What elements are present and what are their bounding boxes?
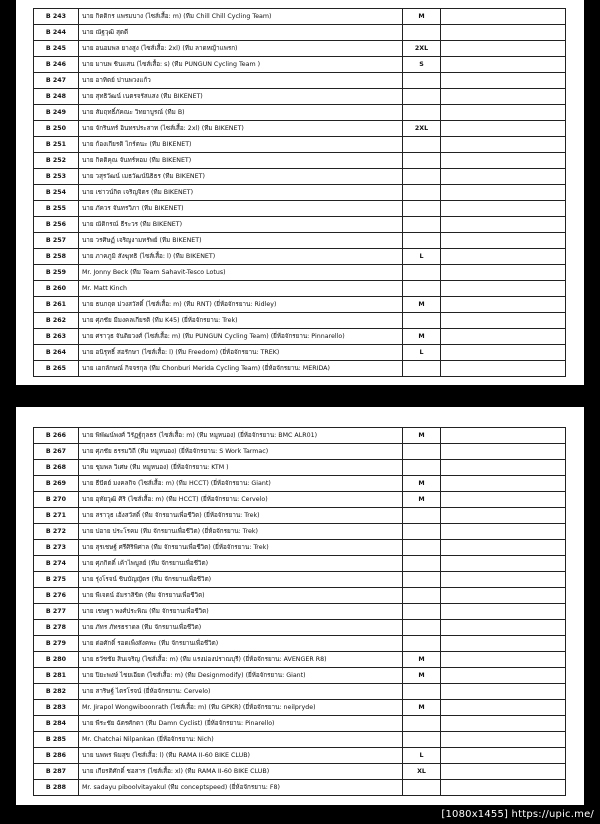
- table-row: [34, 716, 566, 732]
- shirt-size-cell: [403, 620, 441, 636]
- shirt-size-cell: [403, 460, 441, 476]
- empty-cell: [441, 201, 566, 217]
- table-row: [34, 588, 566, 604]
- bib-cell: B 257: [34, 233, 79, 249]
- empty-cell: [441, 313, 566, 329]
- name-cell: นาย สุทธิวัฒน์ เนตรจรัสแสง (ทีม BIKENET): [79, 89, 403, 105]
- name-cell: Mr. Chatchai Nilpankan (ยี่ห้อจักรยาน: Nich): [79, 732, 403, 748]
- empty-cell: [441, 636, 566, 652]
- bib-cell: B 249: [34, 105, 79, 121]
- bib-cell: B 275: [34, 572, 79, 588]
- table-row: [34, 153, 566, 169]
- table-row: [34, 217, 566, 233]
- name-cell: Mr. sadayu piboolvitayakul (ทีม conceptspeed) (ยี่ห้อจักรยาน: F8): [79, 780, 403, 796]
- bib-cell: B 264: [34, 345, 79, 361]
- name-cell: นาย ชุมพล วิเศษ (ทีม หมูหนอง) (ยี่ห้อจักรยาน: KTM ): [79, 460, 403, 476]
- shirt-size-cell: [403, 716, 441, 732]
- empty-cell: [441, 233, 566, 249]
- empty-cell: [441, 9, 566, 25]
- table-row: [34, 201, 566, 217]
- table-row: [34, 492, 566, 508]
- table-row: [34, 249, 566, 265]
- bib-cell: B 270: [34, 492, 79, 508]
- name-cell: นาย อาทิตย์ ปานพวงแก้ว: [79, 73, 403, 89]
- name-cell: นาย พีระชัย ฉัตรศักดา (ทีม Damn Cyclist) (ยี่ห้อจักรยาน: Pinarello): [79, 716, 403, 732]
- name-cell: นาย พิพัฒน์พงศ์ วิรัฏฐ์กุลธร (ไซส์เสื้อ: m) (ทีม หมูหนอง) (ยี่ห้อจักรยาน: BMC ALR01): [79, 428, 403, 444]
- empty-cell: [441, 329, 566, 345]
- shirt-size-cell: M: [403, 492, 441, 508]
- shirt-size-cell: [403, 524, 441, 540]
- bib-cell: B 256: [34, 217, 79, 233]
- shirt-size-cell: [403, 636, 441, 652]
- empty-cell: [441, 700, 566, 716]
- empty-cell: [441, 41, 566, 57]
- bib-cell: B 251: [34, 137, 79, 153]
- bib-cell: B 282: [34, 684, 79, 700]
- shirt-size-cell: 2XL: [403, 121, 441, 137]
- name-cell: นาย สัมฤทธิ์ภัคณะ วิทยาบูรณ์ (ทีม B): [79, 105, 403, 121]
- name-cell: นาย สุรเชษฐ์ ศรีศิริพิศาล (ทีม จักรยานเพื่อชีวิต) (ยี่ห้อจักรยาน: Trek): [79, 540, 403, 556]
- bib-cell: B 286: [34, 748, 79, 764]
- empty-cell: [441, 185, 566, 201]
- shirt-size-cell: 2XL: [403, 41, 441, 57]
- table-row: [34, 604, 566, 620]
- table-row: [34, 73, 566, 89]
- shirt-size-cell: [403, 201, 441, 217]
- name-cell: นาย สาริษฐ์ ไตรโรจน์ (ยี่ห้อจักรยาน: Cervelo): [79, 684, 403, 700]
- empty-cell: [441, 444, 566, 460]
- shirt-size-cell: XL: [403, 764, 441, 780]
- shirt-size-cell: [403, 780, 441, 796]
- shirt-size-cell: [403, 732, 441, 748]
- bib-cell: B 252: [34, 153, 79, 169]
- bib-cell: B 261: [34, 297, 79, 313]
- name-cell: นาย วสุรวัฒน์ เมธวัฒน์นิธิธร (ทีม BIKENET): [79, 169, 403, 185]
- table-row: [34, 444, 566, 460]
- registration-page-1: [16, 0, 584, 385]
- table-row: [34, 137, 566, 153]
- shirt-size-cell: [403, 25, 441, 41]
- shirt-size-cell: [403, 233, 441, 249]
- shirt-size-cell: [403, 556, 441, 572]
- name-cell: นาย กิตติกร แพรมบาง (ไซส์เสื้อ: m) (ทีม Chill Chill Cycling Team): [79, 9, 403, 25]
- empty-cell: [441, 265, 566, 281]
- bib-cell: B 250: [34, 121, 79, 137]
- bib-cell: B 260: [34, 281, 79, 297]
- shirt-size-cell: [403, 444, 441, 460]
- name-cell: นาย พีเจตน์ อัมราสิขิต (ทีม จักรยานเพื่อชีวิต): [79, 588, 403, 604]
- bib-cell: B 285: [34, 732, 79, 748]
- bib-cell: B 271: [34, 508, 79, 524]
- bib-cell: B 267: [34, 444, 79, 460]
- name-cell: นาย รุ่งโรจน์ ชินบัญญัตร (ทีม จักรยานเพื่อชีวิต): [79, 572, 403, 588]
- empty-cell: [441, 57, 566, 73]
- table-row: [34, 121, 566, 137]
- shirt-size-cell: L: [403, 345, 441, 361]
- shirt-size-cell: [403, 265, 441, 281]
- name-cell: นาย วรศิษฏ์ เจริญงามทรัพย์ (ทีม BIKENET): [79, 233, 403, 249]
- bib-cell: B 263: [34, 329, 79, 345]
- empty-cell: [441, 105, 566, 121]
- shirt-size-cell: M: [403, 297, 441, 313]
- table-row: [34, 572, 566, 588]
- bib-cell: B 274: [34, 556, 79, 572]
- table-row: [34, 556, 566, 572]
- bib-cell: B 273: [34, 540, 79, 556]
- empty-cell: [441, 361, 566, 377]
- bib-cell: B 244: [34, 25, 79, 41]
- name-cell: นาย กิตติคุณ จันทร์หอม (ทีม BIKENET): [79, 153, 403, 169]
- name-cell: นาย นพพร พิมสุข (ไซส์เสื้อ: l) (ทีม RAMA II-60 BIKE CLUB): [79, 748, 403, 764]
- bib-cell: B 281: [34, 668, 79, 684]
- name-cell: นาย เอกลักษณ์ กิจจรกุล (ทีม Chonburi Merida Cycling Team) (ยี่ห้อจักรยาน: MERIDA): [79, 361, 403, 377]
- table-row: [34, 41, 566, 57]
- empty-cell: [441, 588, 566, 604]
- table-row: [34, 668, 566, 684]
- empty-cell: [441, 540, 566, 556]
- table-row: [34, 764, 566, 780]
- bib-cell: B 288: [34, 780, 79, 796]
- name-cell: นาย เกียรติศักดิ์ ชอสาร (ไซส์เสื้อ: xl) (ทีม RAMA II-60 BIKE CLUB): [79, 764, 403, 780]
- table-row: [34, 185, 566, 201]
- shirt-size-cell: [403, 684, 441, 700]
- bib-cell: B 278: [34, 620, 79, 636]
- table-row: [34, 233, 566, 249]
- name-cell: นาย ก้องเกียรติ ไกร์ตนะ (ทีม BIKENET): [79, 137, 403, 153]
- bib-cell: B 262: [34, 313, 79, 329]
- table-row: [34, 57, 566, 73]
- table-row: [34, 428, 566, 444]
- table-row: [34, 169, 566, 185]
- table-body: [34, 9, 566, 377]
- shirt-size-cell: [403, 185, 441, 201]
- name-cell: นาย ปิยะพงษ์ ไชยเอียด (ไซส์เสื้อ: m) (ทีม Designmodify) (ยี่ห้อจักรยาน: Giant): [79, 668, 403, 684]
- empty-cell: [441, 121, 566, 137]
- table-row: [34, 476, 566, 492]
- shirt-size-cell: [403, 217, 441, 233]
- shirt-size-cell: [403, 281, 441, 297]
- bib-cell: B 269: [34, 476, 79, 492]
- empty-cell: [441, 428, 566, 444]
- empty-cell: [441, 89, 566, 105]
- shirt-size-cell: M: [403, 9, 441, 25]
- table-row: [34, 524, 566, 540]
- bib-cell: B 247: [34, 73, 79, 89]
- name-cell: นาย ต่อศักดิ์ รอดเพ็งสังคพะ (ทีม จักรยานเพื่อชีวิต): [79, 636, 403, 652]
- shirt-size-cell: [403, 572, 441, 588]
- empty-cell: [441, 668, 566, 684]
- shirt-size-cell: [403, 169, 441, 185]
- bib-cell: B 248: [34, 89, 79, 105]
- table-row: [34, 620, 566, 636]
- shirt-size-cell: [403, 313, 441, 329]
- empty-cell: [441, 524, 566, 540]
- empty-cell: [441, 604, 566, 620]
- table-row: [34, 748, 566, 764]
- name-cell: นาย ศุภชัย มีมงคลเกียรติ (ทีม K45) (ยี่ห้อจักรยาน: Trek): [79, 313, 403, 329]
- empty-cell: [441, 345, 566, 361]
- shirt-size-cell: [403, 604, 441, 620]
- bib-cell: B 246: [34, 57, 79, 73]
- bib-cell: B 258: [34, 249, 79, 265]
- bib-cell: B 245: [34, 41, 79, 57]
- table-row: [34, 25, 566, 41]
- bib-cell: B 259: [34, 265, 79, 281]
- name-cell: นาย มานพ ชินแสน (ไซส์เสื้อ: s) (ทีม PUNGUN Cycling Team ): [79, 57, 403, 73]
- table-row: [34, 89, 566, 105]
- name-cell: Mr. Jonny Beck (ทีม Team Sahavit-Tesco Lotus): [79, 265, 403, 281]
- bib-cell: B 279: [34, 636, 79, 652]
- name-cell: นาย จักรินทร์ อินทรประสาท (ไซส์เสื้อ: 2xl) (ทีม BIKENET): [79, 121, 403, 137]
- table-row: [34, 636, 566, 652]
- name-cell: นาย ธนกฤต ม่วงสวัสดิ์ (ไซส์เสื้อ: m) (ทีม RNT) (ยี่ห้อจักรยาน: Ridley): [79, 297, 403, 313]
- name-cell: นาย ภัทร ภัทรธราดล (ทีม จักรยานเพื่อชีวิต): [79, 620, 403, 636]
- shirt-size-cell: [403, 508, 441, 524]
- table-row: [34, 265, 566, 281]
- bib-cell: B 283: [34, 700, 79, 716]
- shirt-size-cell: M: [403, 329, 441, 345]
- table-row: [34, 345, 566, 361]
- shirt-size-cell: [403, 540, 441, 556]
- name-cell: Mr. Jirapol Wongwiboonrath (ไซส์เสื้อ: m) (ทีม GPKR) (ยี่ห้อจักรยาน: neilpryde): [79, 700, 403, 716]
- name-cell: นาย เชาวน์กิต เจริญจิตร (ทีม BIKENET): [79, 185, 403, 201]
- empty-cell: [441, 732, 566, 748]
- name-cell: นาย ธีปัตย์ มงคลกิจ (ไซส์เสื้อ: m) (ทีม HCCT) (ยี่ห้อจักรยาน: Giant): [79, 476, 403, 492]
- bib-cell: B 272: [34, 524, 79, 540]
- name-cell: นาย อนอมพล ยางสูง (ไซส์เสื้อ: 2xl) (ทีม ลาดหญ้าแพรก): [79, 41, 403, 57]
- name-cell: นาย อุทัยวุฒิ ศิริ (ไซส์เสื้อ: m) (ทีม HCCT) (ยี่ห้อจักรยาน: Cervelo): [79, 492, 403, 508]
- shirt-size-cell: [403, 588, 441, 604]
- bib-cell: B 243: [34, 9, 79, 25]
- shirt-size-cell: L: [403, 249, 441, 265]
- shirt-size-cell: [403, 105, 441, 121]
- empty-cell: [441, 73, 566, 89]
- table-row: [34, 329, 566, 345]
- empty-cell: [441, 556, 566, 572]
- empty-cell: [441, 297, 566, 313]
- empty-cell: [441, 508, 566, 524]
- bib-cell: B 284: [34, 716, 79, 732]
- shirt-size-cell: M: [403, 700, 441, 716]
- bib-cell: B 277: [34, 604, 79, 620]
- bib-cell: B 255: [34, 201, 79, 217]
- name-cell: นาย ศุภชัย ธรรมวิถี (ทีม หมูหนอง) (ยี่ห้อจักรยาน: S Work Tarmac): [79, 444, 403, 460]
- table-row: [34, 652, 566, 668]
- shirt-size-cell: M: [403, 652, 441, 668]
- registration-page-2: [16, 407, 584, 805]
- bib-cell: B 265: [34, 361, 79, 377]
- table-row: [34, 361, 566, 377]
- empty-cell: [441, 684, 566, 700]
- name-cell: นาย ศุภกิตติ์ เค้าไพบูลย์ (ทีม จักรยานเพื่อชีวิต): [79, 556, 403, 572]
- bib-cell: B 254: [34, 185, 79, 201]
- bib-cell: B 280: [34, 652, 79, 668]
- empty-cell: [441, 620, 566, 636]
- shirt-size-cell: L: [403, 748, 441, 764]
- name-cell: นาย อนิรุทธิ์ สอรักษา (ไซส์เสื้อ: l) (ทีม Freedom) (ยี่ห้อจักรยาน: TREK): [79, 345, 403, 361]
- empty-cell: [441, 217, 566, 233]
- empty-cell: [441, 25, 566, 41]
- empty-cell: [441, 780, 566, 796]
- shirt-size-cell: [403, 73, 441, 89]
- name-cell: Mr. Matt Kinch: [79, 281, 403, 297]
- image-size-watermark: [1080x1455] https://upic.me/: [441, 809, 594, 820]
- table-row: [34, 281, 566, 297]
- shirt-size-cell: M: [403, 428, 441, 444]
- name-cell: นาย เชษฐา พงศ์ประพิณ (ทีม จักรยานเพื่อชีวิต): [79, 604, 403, 620]
- shirt-size-cell: [403, 137, 441, 153]
- table-row: [34, 297, 566, 313]
- empty-cell: [441, 764, 566, 780]
- name-cell: นาย ศราวุธ จันติยวงศ์ (ไซส์เสื้อ: m) (ทีม PUNGUN Cycling Team) (ยี่ห้อจักรยาน: Pinnarello): [79, 329, 403, 345]
- shirt-size-cell: [403, 361, 441, 377]
- registration-table-1: [33, 8, 566, 377]
- bib-cell: B 276: [34, 588, 79, 604]
- empty-cell: [441, 476, 566, 492]
- empty-cell: [441, 492, 566, 508]
- table-row: [34, 684, 566, 700]
- table-row: [34, 460, 566, 476]
- empty-cell: [441, 716, 566, 732]
- empty-cell: [441, 137, 566, 153]
- table-row: [34, 780, 566, 796]
- empty-cell: [441, 460, 566, 476]
- shirt-size-cell: M: [403, 476, 441, 492]
- name-cell: นาย ธวัชชัย สินเจริญ (ไซส์เสื้อ: m) (ทีม แรงม่องปราณบุรี) (ยี่ห้อจักรยาน: AVENGER R8): [79, 652, 403, 668]
- empty-cell: [441, 153, 566, 169]
- table-row: [34, 9, 566, 25]
- empty-cell: [441, 572, 566, 588]
- shirt-size-cell: [403, 153, 441, 169]
- name-cell: นาย ณัฐวุฒิ สุดดี: [79, 25, 403, 41]
- empty-cell: [441, 652, 566, 668]
- table-row: [34, 508, 566, 524]
- name-cell: นาย ภาคภูมิ สังฆุทธิ (ไซส์เสื้อ: l) (ทีม BIKENET): [79, 249, 403, 265]
- table-row: [34, 732, 566, 748]
- empty-cell: [441, 249, 566, 265]
- table-row: [34, 700, 566, 716]
- empty-cell: [441, 169, 566, 185]
- shirt-size-cell: M: [403, 668, 441, 684]
- table-row: [34, 313, 566, 329]
- registration-table-2: [33, 427, 566, 796]
- bib-cell: B 253: [34, 169, 79, 185]
- name-cell: นาย ปอาย ประโรคม (ทีม จักรยานเพื่อชีวิต) (ยี่ห้อจักรยาน: Trek): [79, 524, 403, 540]
- name-cell: นาย สราวุธ เฮ้งสวัสดิ์ (ทีม จักรยานเพื่อชีวิต) (ยี่ห้อจักรยาน: Trek): [79, 508, 403, 524]
- shirt-size-cell: [403, 89, 441, 105]
- table-body: [34, 428, 566, 796]
- bib-cell: B 287: [34, 764, 79, 780]
- table-row: [34, 540, 566, 556]
- bib-cell: B 268: [34, 460, 79, 476]
- shirt-size-cell: S: [403, 57, 441, 73]
- empty-cell: [441, 748, 566, 764]
- table-row: [34, 105, 566, 121]
- name-cell: นาย ภัควร จันทรวิภา (ทีม BIKENET): [79, 201, 403, 217]
- empty-cell: [441, 281, 566, 297]
- name-cell: นาย ณัติกรณ์ ธีระวร (ทีม BIKENET): [79, 217, 403, 233]
- bib-cell: B 266: [34, 428, 79, 444]
